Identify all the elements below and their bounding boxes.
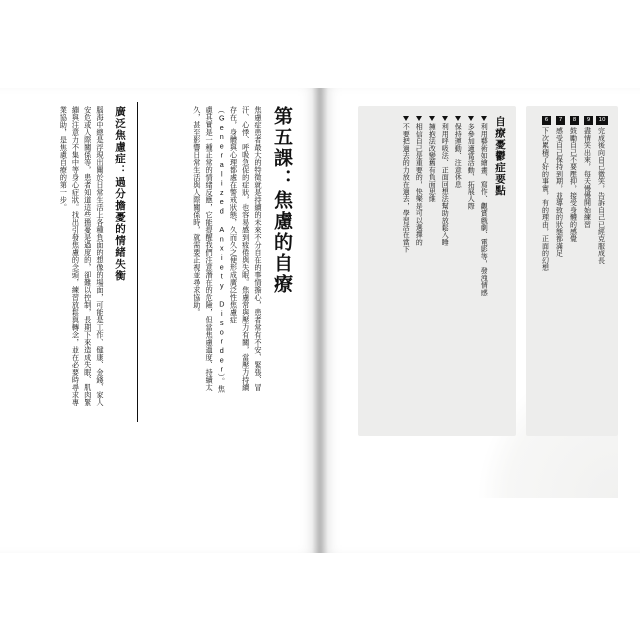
triangle-bullet-icon [403,116,409,121]
list-item [451,116,464,416]
left-page [0,88,320,553]
two-page-spread [0,88,640,553]
list-item-text: 多參加適當活動、拓展人際 [467,123,475,210]
list-item-text: 擁抱法改變舊有負面思維 [428,123,436,203]
triangle-bullet-icon [455,116,461,121]
list-item-text: 相信自己是重要的，快樂是可以選擇的 [415,123,423,246]
right-page [320,88,640,553]
list-item-text: 完成後向自己微笑，告訴自己已經克服成長 [597,127,605,264]
list-item-text: 利用呼吸法、正面回想法幫助放鬆入睡 [441,123,449,246]
section-body-paragraph: 腦海中總是浮現出關於日常生活上各種負面的想像的場面，可能是工作、健康、金錢、家人安危或人際關係等，患者知道這些擔憂是過度的，卻難以控制，長期下來造成失眠、肌肉緊繃與注意力不集中等身心症狀。找出引發焦慮的念頭，練習放鬆與轉念，並在必要時尋求專業協助，是焦慮自療的第一步。 [59,106,105,406]
list-item-text: 利用藝術如繪畫、寫作、觀賞戲劇、電影等，發洩情感 [480,123,488,296]
list-item-text: 不要把過去的力放在過去，學習活在當下 [402,123,410,253]
list-item [568,116,582,416]
triangle-bullet-icon [481,116,487,121]
list-item-text: 感受自己保持到期，並導致的狀態都滿足 [555,127,563,257]
bullet-list [399,116,490,416]
triangle-bullet-icon [468,116,474,121]
list-item-text: 下次累積了好的事實，有的理由，正面的幻想 [541,127,549,271]
triangle-bullet-icon [442,116,448,121]
chapter-intro-paragraph: 焦慮症患者最大的特徵就是持續的未來不分自在的事情擔心，患者常有不安、緊張、冒汗、心悸、呼吸急促的症狀，也容易感到疲倦與失眠。焦慮常與壓力有關，當壓力持續存在，身體與心理都處在警戒狀態，久而久之便形成廣泛性焦慮症（Generalized Anxiety Disorder）。焦慮其實是一種正常的情緒反應，它能提醒我們注意潛在的危險，但當焦慮過度、持續太久，甚至影響日常生活與人際關係時，就需要正視並尋求協助。 [192,106,263,393]
list-number-badge: 8 [570,116,579,125]
list-item-text: 鼓勵自己不要壓抑，接受身體的感覺 [569,127,577,243]
list-item [412,116,425,416]
list-number-badge: 6 [542,116,551,125]
list-number-badge: 10 [596,116,608,125]
list-item [438,116,451,416]
list-item [464,116,477,416]
list-number-badge: 7 [556,116,565,125]
section-subheading: 廣泛焦慮症：過分擔憂的情緒失衡 [114,106,126,282]
numbered-list [540,116,610,416]
list-item [399,116,412,416]
section-heading-right: 自療憂鬱症要點 [494,116,506,197]
list-number-badge: 9 [584,116,593,125]
triangle-bullet-icon [416,116,422,121]
list-item-text: 盡情笑出來，每天慢慢開始練習 [583,127,591,228]
triangle-bullet-icon [429,116,435,121]
list-item [582,116,596,416]
chapter-title: 第五課：焦慮的自療 [271,106,292,295]
list-item [477,116,490,416]
list-item [540,116,554,416]
list-item [596,116,610,416]
list-item [554,116,568,416]
list-item [425,116,438,416]
list-item-text: 保持運動、注意休息 [454,123,462,188]
vertical-divider-rule [137,102,138,422]
